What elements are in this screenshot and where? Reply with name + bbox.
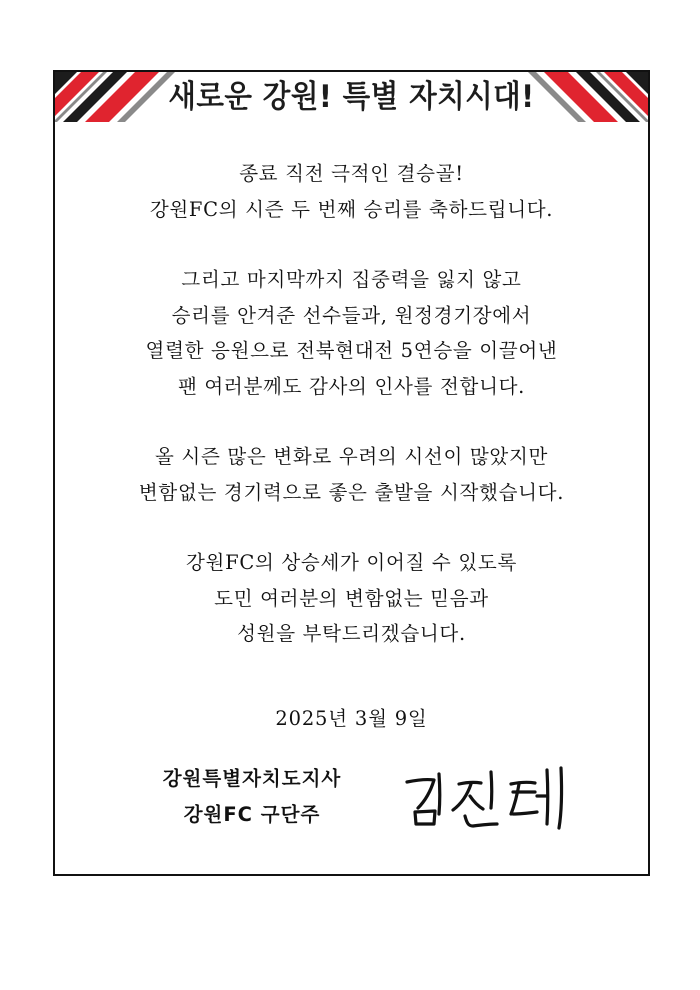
text-line: 팬 여러분께도 감사의 인사를 전합니다. (177, 374, 526, 398)
text-line: 성원을 부탁드리겠습니다. (237, 622, 466, 645)
paragraph-request (55, 545, 648, 652)
banner (55, 72, 648, 122)
text-line: 열렬한 응원으로 전북현대전 5연승을 이끌어낸 (145, 339, 558, 362)
banner-title: 새로운 강원! 특별 자치시대! (168, 79, 535, 115)
paragraph-thanks (55, 262, 648, 404)
text-line: 도민 여러분의 변함없는 믿음과 (214, 586, 489, 610)
letter-date: 2025년 3월 9일 (275, 707, 428, 730)
text-line: 강원FC의 상승세가 이어질 수 있도록 (186, 551, 517, 574)
paragraph-season (55, 439, 648, 510)
text-line: 종료 직전 극적인 결승골! (239, 162, 464, 185)
text-line: 변함없는 경기력으로 좋은 출발을 시작했습니다. (138, 480, 565, 504)
text-line: 강원FC의 시즌 두 번째 승리를 축하드립니다. (149, 197, 554, 221)
handwritten-signature (401, 762, 581, 832)
signatory-title (117, 761, 387, 833)
paragraph-greeting (55, 156, 648, 227)
signatory-title-line2: 강원FC 구단주 (183, 803, 321, 826)
signatory-title-line1: 강원특별자치도지사 (162, 767, 342, 790)
letter-frame (53, 70, 650, 876)
text-line: 올 시즌 많은 변화로 우려의 시선이 많았지만 (154, 445, 549, 468)
text-line: 그리고 마지막까지 집중력을 잃지 않고 (181, 268, 522, 291)
text-line: 승리를 안겨준 선수들과, 원정경기장에서 (171, 303, 532, 327)
